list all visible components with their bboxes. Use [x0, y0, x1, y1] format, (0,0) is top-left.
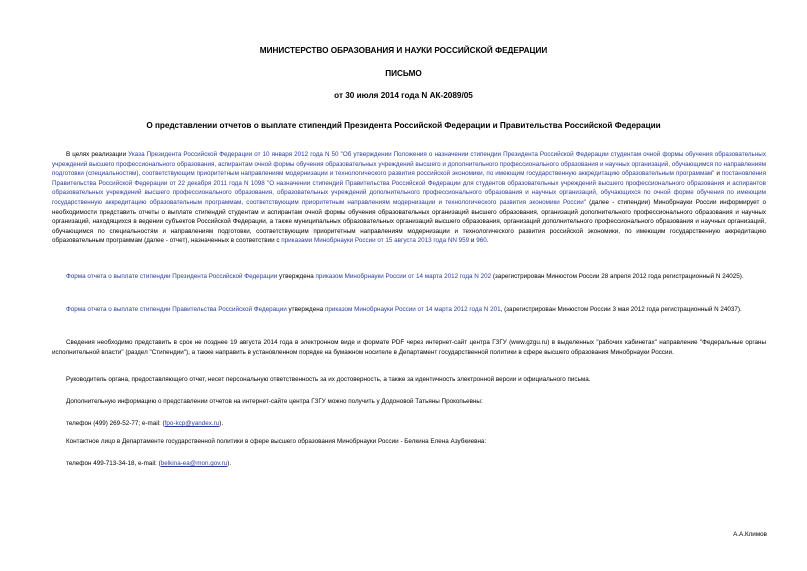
email-link-belkina[interactable]: belkina-ea@mon.gov.ru [160, 460, 228, 467]
paragraph-president-form [52, 272, 766, 282]
link-president-decree[interactable]: Указа Президента Российской Федерации от 10 января 2012 года N 50 "Об утверждении Положения о назначении стипендии Президента Российской Федерации студентам очной формы обучения образовательных учреждений высшего профессионального образования, аспирантам очной формы обучения образовательных учреждений высшего и дополнительного профессионального образования и научных организаций, обучающимся по направлениям подготовки (специальностям), соответствующим приоритетным направлениям модернизации и технологического развития российской экономики, по имеющим государственную аккредитацию образовательным программам" [52, 151, 766, 178]
text: утверждена [277, 273, 316, 280]
link-government-report-form[interactable]: Форма отчета о выплате стипендии Правительства Российской Федерации [66, 306, 287, 313]
text: . [486, 237, 489, 245]
text: телефон (499) 269-52-77; e-mail: ( [66, 420, 165, 427]
document-type: ПИСЬМО [385, 69, 422, 78]
link-president-report-form[interactable]: Форма отчета о выплате стипендии Президента Российской Федерации [66, 273, 278, 280]
document-subject: О представлении отчетов о выплате стипендий Президента Российской Федерации и Правительства Российской Федерации [146, 121, 661, 130]
link-order-201[interactable]: приказом Минобрнауки России от 14 марта 2012 года N 201 [324, 306, 501, 313]
text: В целях реализации [66, 151, 129, 158]
signature: А.А.Климов [733, 531, 767, 538]
paragraph-additional-info: Дополнительную информацию о представлении отчетов на интернет-сайте центра ГЗГУ можно получить у Додоновой Татьяны Прокопьевны: [66, 398, 483, 405]
paragraph-contact-person: Контактное лицо в Департаменте государственной политики в сфере высшего образования Минобрнауки России - Белкина Елена Азубкиевна: [66, 438, 487, 445]
text: и [714, 170, 722, 178]
paragraph-contact-phone-1 [66, 419, 223, 428]
text: (зарегистрирован Минюстом России 28 апреля 2012 года регистрационный N 24025). [491, 273, 744, 280]
link-government-resolution[interactable]: постановления Правительства Российской Федерации от 22 декабря 2011 года N 1098 "О назначении стипендий Правительства Российской Федерации для студентов образовательных учреждений высшего профессионального образования и аспирантов образовательных учреждений высшего профессионального образования, образовательных учреждений дополнительного профессионального образования и научных организаций, обучающихся по очной форме обучения по имеющим государственную аккредитацию образовательным программам, соответствующим приоритетным направлениям модернизации и технологического развития экономики России" [52, 170, 766, 206]
text: ). [219, 420, 224, 427]
text: утверждена [286, 306, 325, 313]
link-order-960[interactable]: 960 [476, 237, 487, 245]
email-link-fpo[interactable]: fpo-kcp@yandex.ru [164, 420, 220, 427]
paragraph-contact-phone-2 [66, 459, 231, 468]
text: (далее - стипендии) Минобрнауки России информирует о необходимости представить отчеты о выплате стипендий студентам и аспирантам очной формы обучения образовательных организаций высшего образования, организаций дополнительного профессионального образования и научных организаций, находящихся в ведении субъектов Российской Федерации, а также муниципальных образовательных организаций высшего образования, организаций дополнительного профессионального образования и научных организаций, обучающимся по специальностям и направлениям подготовки, соответствующим приоритетным направлениям модернизации и технологического развития российской экономики, по имеющим государственную аккредитацию образовательным программам (далее - отчет), назначенных в соответствии с [52, 198, 766, 245]
link-order-959[interactable]: приказами Минобрнауки России от 15 августа 2013 года NN 959 [281, 237, 470, 245]
paragraph-submission: Сведения необходимо представить в срок не позднее 19 августа 2014 года в электронном виде и формате PDF через интернет-сайт центра ГЗГУ (www.gzgu.ru) в выделенных "рабочих кабинетах" направление "Федеральные органы исполнительной власти" (раздел "Стипендии"), а также направить в установленном порядке на бумажном носителе в Департамент государственной политики в сфере высшего образования Минобрнауки России. [52, 339, 766, 356]
text: , (зарегистрирован Минюстом России 3 мая 2012 года регистрационный N 24037). [500, 306, 742, 313]
text: телефон 499-713-34-18, e-mail: ( [66, 460, 161, 467]
text: ). [227, 460, 232, 467]
paragraph-responsibility: Руководитель органа, предоставляющего отчет, несет персональную ответственность за их достоверность, а также за идентичность электронной версии и официального письма. [66, 376, 591, 383]
text: и [469, 237, 477, 245]
link-order-202[interactable]: приказом Минобрнауки России от 14 марта 2012 года N 202 [315, 273, 492, 280]
ministry-heading: МИНИСТЕРСТВО ОБРАЗОВАНИЯ И НАУКИ РОССИЙСКОЙ ФЕДЕРАЦИИ [259, 46, 548, 55]
paragraph-main [52, 150, 766, 246]
document-date-number: от 30 июля 2014 года N АК-2089/05 [334, 91, 473, 100]
paragraph-government-form [52, 305, 766, 315]
